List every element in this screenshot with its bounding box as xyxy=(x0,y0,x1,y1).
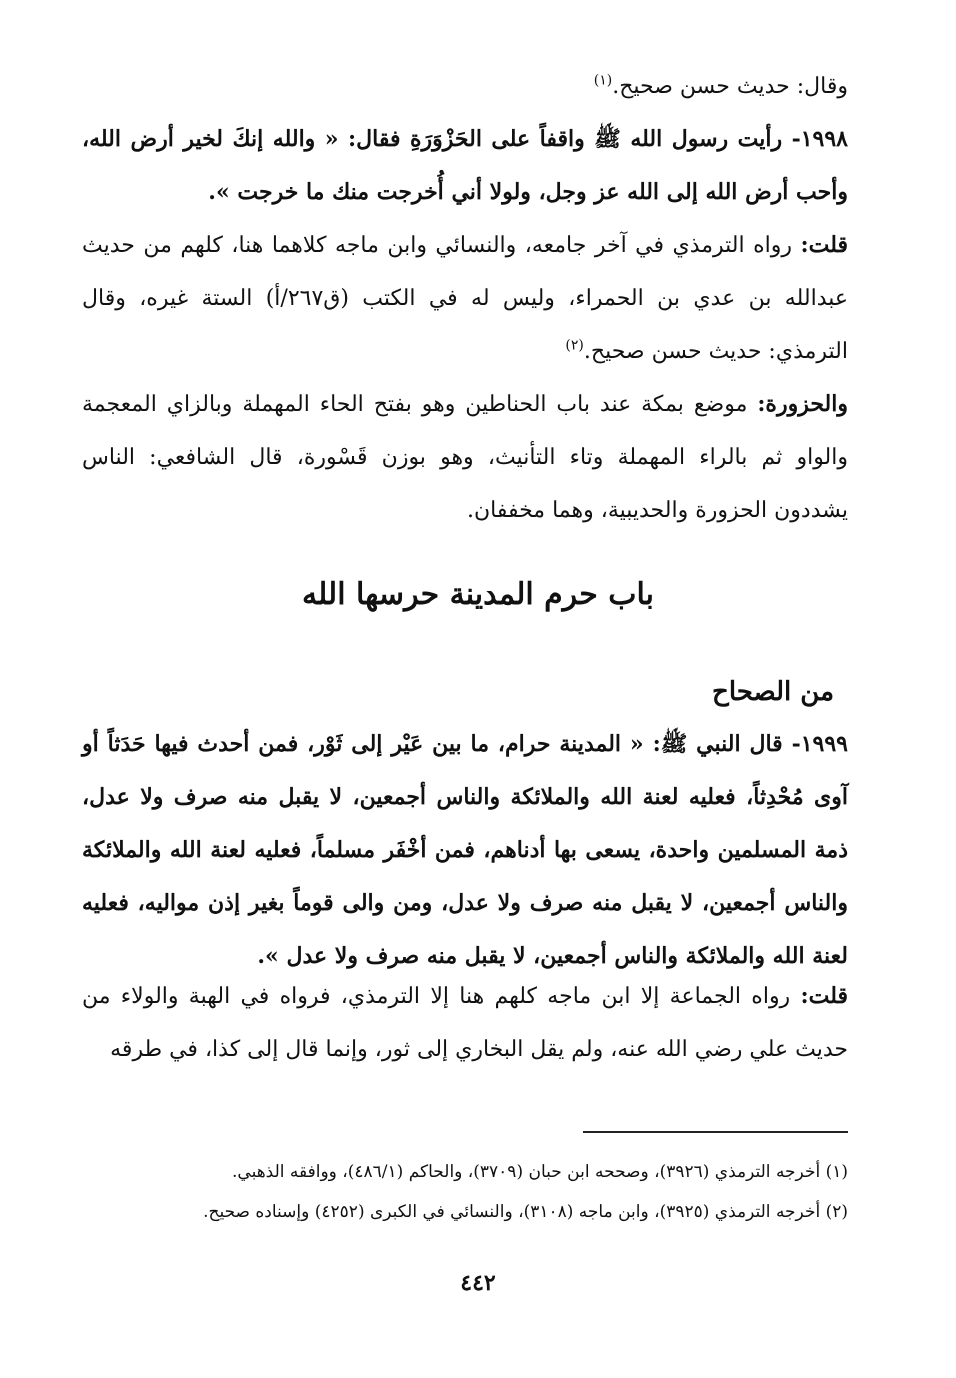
qultu-label-2: قلت: xyxy=(800,983,848,1009)
footnote-2: (٢) أخرجه الترمذي (٣٩٢٥)، وابن ماجه (٣١٠٨)، والنسائي في الكبرى (٤٢٥٢) وإسناده صحيح. xyxy=(203,1202,848,1222)
hazwara-paragraph xyxy=(82,378,848,537)
hadith-1999-text: ١٩٩٩- قال النبي ﷺ: « المدينة حرام، ما بين عَيْر إلى ثَوْر، فمن أحدث فيها حَدَثاً أو آوى مُحْدِثاً، فعليه لعنة الله والملائكة والناس أجمعين، لا يقبل منه صرف ولا عدل، ذمة المسلمين واحدة، يسعى بها أدناهم، فمن أخْفَر مسلماً، فعليه لعنة الله والملائكة والناس أجمعين، لا يقبل منه صرف ولا عدل، ومن والى قوماً بغير إذن مواليه، فعليه لعنة الله والملائكة والناس أجمعين، لا يقبل منه صرف ولا عدل ». xyxy=(82,731,848,969)
qultu-text-1: رواه الترمذي في آخر جامعه، والنسائي وابن ماجه كلاهما هنا، كلهم من حديث عبدالله بن عدي بن الحمراء، وليس له في الكتب (ق٢٦٧/أ) الستة غيره، وقال الترمذي: حديث حسن صحيح. xyxy=(82,233,849,364)
footnotes xyxy=(82,1152,848,1232)
hazwara-label: والحزورة: xyxy=(757,391,848,417)
section-subheading: من الصحاح xyxy=(712,677,834,707)
footnote-ref-1: (١) xyxy=(593,72,613,89)
hadith-1999 xyxy=(82,718,848,983)
qultu-text-2: رواه الجماعة إلا ابن ماجه كلهم هنا إلا الترمذي، فرواه في الهبة والولاء من حديث علي رضي الله عنه، ولم يقل البخاري إلى ثور، وإنما قال إلى كذا، في طرقه xyxy=(82,984,848,1062)
qultu-label-1: قلت: xyxy=(800,232,848,258)
intro-paragraph xyxy=(82,60,848,113)
footnote-divider xyxy=(583,1131,848,1133)
footnote-1: (١) أخرجه الترمذي (٣٩٢٦)، وصححه ابن حبان (٣٧٠٩)، والحاكم (٤٨٦/١)، ووافقه الذهبي. xyxy=(232,1162,848,1182)
chapter-heading: باب حرم المدينة حرسها الله xyxy=(302,577,654,612)
hadith-1998 xyxy=(82,113,848,219)
hadith-1998-text: ١٩٩٨- رأيت رسول الله ﷺ واقفاً على الحَزْوَرَةِ فقال: « والله إنكَ لخير أرض الله، وأحب أرض الله إلى الله عز وجل، ولولا أني أُخرجت منك ما خرجت ». xyxy=(82,126,848,205)
hazwara-text: موضع بمكة عند باب الحناطين وهو بفتح الحاء المهملة وبالزاي المعجمة والواو ثم بالراء المهملة وتاء التأنيث، وهو بوزن قَسْورة، قال الشافعي: الناس يشددون الحزورة والحديبية، وهما مخففان. xyxy=(82,392,848,523)
qultu-paragraph-1 xyxy=(82,219,848,378)
page-number: ٤٤٢ xyxy=(460,1270,496,1296)
qultu-paragraph-2 xyxy=(82,970,848,1076)
intro-text: وقال: حديث حسن صحيح. xyxy=(612,74,848,99)
footnote-ref-2: (٢) xyxy=(565,337,584,354)
